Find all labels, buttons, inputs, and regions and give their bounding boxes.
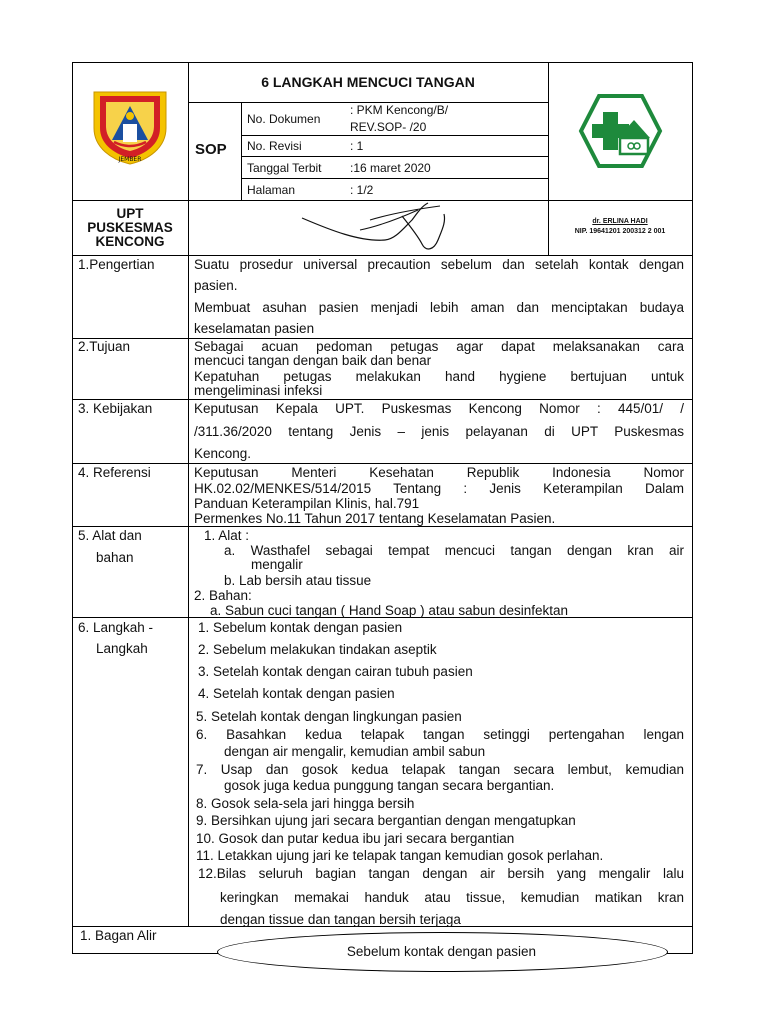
section-label-referensi: 4. Referensi <box>78 465 151 480</box>
pengertian-line1: Suatu prosedur universal precaution sebelum dan setelah kontak dengan <box>194 257 684 272</box>
row-line <box>241 135 549 136</box>
page-label: Halaman <box>247 183 296 197</box>
section-label-tujuan: 2.Tujuan <box>78 339 131 354</box>
doc-no-value-2: REV.SOP- /20 <box>350 120 427 134</box>
tujuan-line1: Sebagai acuan pedoman petugas agar dapat melaksanakan cara <box>194 339 684 354</box>
section-label-langkah-1: 6. Langkah - <box>78 620 154 635</box>
alat-heading: 1. Alat : <box>204 528 250 543</box>
signer-nip: NIP. 19641201 200312 2 001 <box>574 228 666 235</box>
section-label-alat-1: 5. Alat dan <box>78 528 142 543</box>
issued-label: Tanggal Terbit <box>247 161 322 175</box>
langkah-step-3: 3. Setelah kontak dengan cairan tubuh pasien <box>198 664 473 679</box>
revision-value: : 1 <box>350 139 364 153</box>
col-line <box>72 62 73 953</box>
flowchart-start-text: Sebelum kontak dengan pasien <box>346 944 537 959</box>
tujuan-line4: mengeliminasi infeksi <box>194 383 323 398</box>
row-line <box>241 156 549 157</box>
alat-item-a: a. Wasthafel sebagai tempat mencuci tangan dengan kran air <box>224 543 684 558</box>
bahan-item-a: a. Sabun cuci tangan ( Hand Soap ) atau sabun desinfektan <box>210 603 569 618</box>
org-name-line3: KENCONG <box>95 234 165 249</box>
kebijakan-line1: Keputusan Kepala UPT. Puskesmas Kencong Nomor : 445/01/ / <box>194 401 684 416</box>
org-name-line1: UPT <box>116 206 144 221</box>
signer-name: dr. ERLINA HADI <box>592 218 648 225</box>
doc-no-label: No. Dokumen <box>247 112 321 126</box>
langkah-step-11: 11. Letakkan ujung jari ke telapak tangan kemudian gosok perlahan. <box>196 848 604 863</box>
langkah-step-2: 2. Sebelum melakukan tindakan aseptik <box>198 642 437 657</box>
referensi-line1: Keputusan Menteri Kesehatan Republik Indonesia Nomor <box>194 465 684 480</box>
langkah-step-5: 5. Setelah kontak dengan lingkungan pasien <box>196 709 462 724</box>
langkah-step-7-cont: gosok juga kedua punggung tangan secara bergantian. <box>224 778 555 793</box>
referensi-line2: HK.02.02/MENKES/514/2015 Tentang : Jenis Keterampilan Dalam <box>194 481 684 496</box>
org-name-line2: PUSKESMAS <box>87 220 173 235</box>
langkah-step-12-cont2: dengan tissue dan tangan bersih terjaga <box>220 912 461 927</box>
crest-text: JEMBER <box>118 156 142 163</box>
row-line <box>72 399 693 400</box>
regency-crest-logo <box>90 88 170 166</box>
tujuan-line3: Kepatuhan petugas melakukan hand hygiene bertujuan untuk <box>194 369 684 384</box>
langkah-step-6: 6. Basahkan kedua telapak tangan setinggi pertengahan lengan <box>196 727 684 742</box>
referensi-line3: Panduan Keterampilan Klinis, hal.791 <box>194 496 420 511</box>
signature-image <box>300 200 450 255</box>
sop-label: SOP <box>195 141 227 158</box>
doc-no-value-1: : PKM Kencong/B/ <box>350 103 449 117</box>
referensi-line4: Permenkes No.11 Tahun 2017 tentang Keselamatan Pasien. <box>194 511 556 526</box>
issued-value: :16 maret 2020 <box>350 161 431 175</box>
section-label-bagan: 1. Bagan Alir <box>80 928 157 943</box>
revision-label: No. Revisi <box>247 139 302 153</box>
pengertian-line4: keselamatan pasien <box>194 321 315 336</box>
langkah-step-8: 8. Gosok sela-sela jari hingga bersih <box>196 796 415 811</box>
kebijakan-line2: /311.36/2020 tentang Jenis – jenis pelayanan di UPT Puskesmas <box>194 424 684 439</box>
langkah-step-10: 10. Gosok dan putar kedua ibu jari secara bergantian <box>196 831 515 846</box>
langkah-step-12: 12.Bilas seluruh bagian tangan dengan air bersih yang mengalir lalu <box>198 866 684 881</box>
row-line <box>72 255 693 256</box>
kebijakan-line3: Kencong. <box>194 446 252 461</box>
section-label-alat-2: bahan <box>96 550 134 565</box>
row-line <box>72 463 693 464</box>
pengertian-line3: Membuat asuhan pasien menjadi lebih aman dan menciptakan budaya <box>194 300 684 315</box>
col-line <box>241 102 242 200</box>
col-line <box>188 62 189 926</box>
alat-item-a-cont: mengalir <box>251 557 303 572</box>
row-line <box>241 178 549 179</box>
langkah-step-4: 4. Setelah kontak dengan pasien <box>198 686 395 701</box>
puskesmas-logo <box>578 92 663 170</box>
section-label-langkah-2: Langkah <box>96 641 148 656</box>
row-line <box>72 62 693 63</box>
pengertian-line2: pasien. <box>194 278 238 293</box>
langkah-step-12-cont1: keringkan memakai handuk atau tissue, kemudian matikan kran <box>220 890 684 905</box>
tujuan-line2: mencuci tangan dengan baik dan benar <box>194 353 432 368</box>
bahan-heading: 2. Bahan: <box>194 588 252 603</box>
langkah-step-6-cont: dengan air mengalir, kemudian ambil sabun <box>224 744 486 759</box>
langkah-step-9: 9. Bersihkan ujung jari secara bergantian dengan mengatupkan <box>196 813 576 828</box>
langkah-step-7: 7. Usap dan gosok kedua telapak tangan secara lembut, kemudian <box>196 762 684 777</box>
alat-item-b: b. Lab bersih atau tissue <box>224 573 372 588</box>
page-value: : 1/2 <box>350 183 374 197</box>
document-title: 6 LANGKAH MENCUCI TANGAN <box>261 74 475 90</box>
section-label-kebijakan: 3. Kebijakan <box>78 401 153 416</box>
langkah-step-1: 1. Sebelum kontak dengan pasien <box>198 620 403 635</box>
col-line <box>692 62 693 953</box>
section-label-pengertian: 1.Pengertian <box>78 257 155 272</box>
